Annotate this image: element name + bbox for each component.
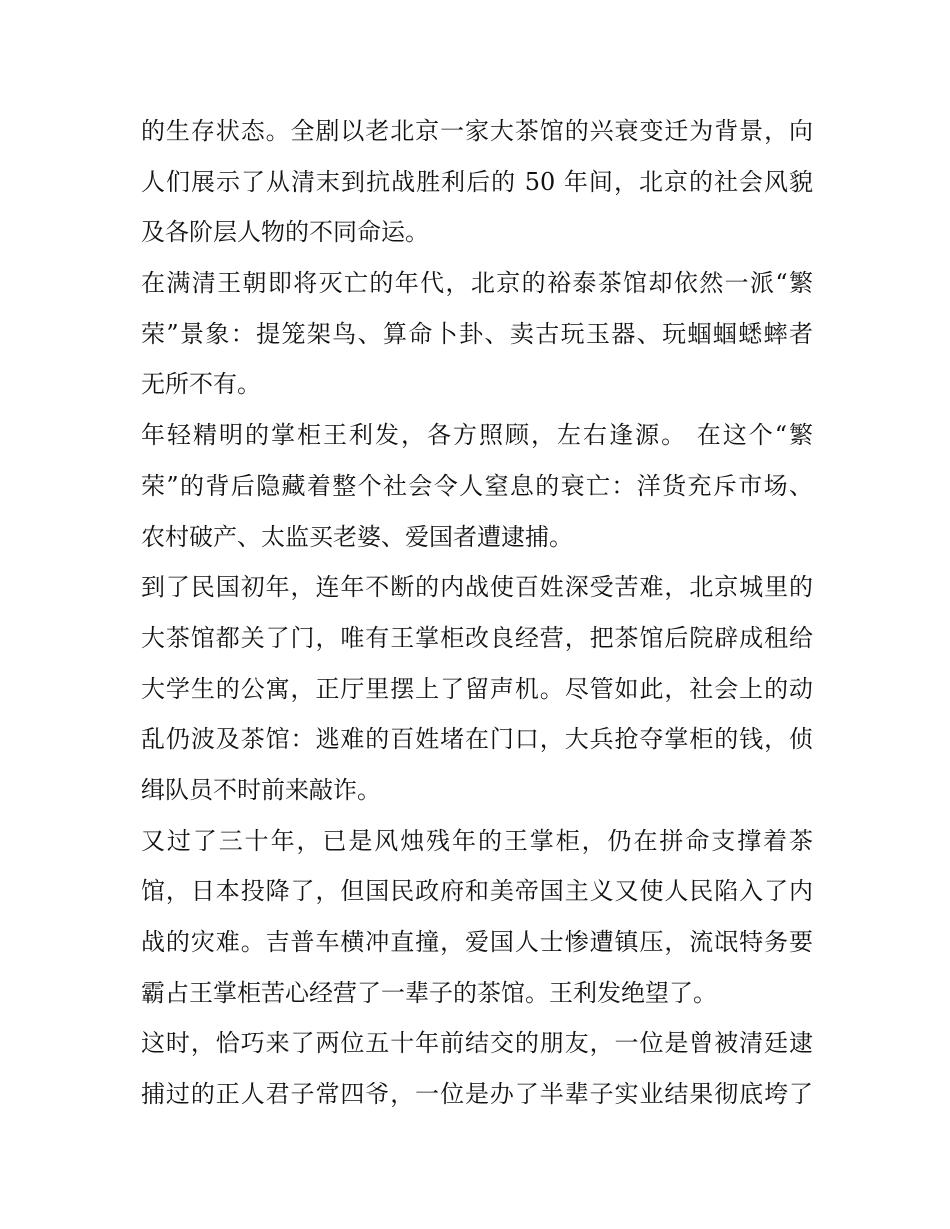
text-line: 无所不有。 [141,370,261,399]
text-line: 农村破产、太监买老婆、爱国者遭逮捕。 [141,522,573,551]
text-line: 大学生的公寓，正厅里摆上了留声机。尽管如此，社会上的动 [141,674,813,703]
text-line: 到了民国初年，连年不断的内战使百姓深受苦难，北京城里的 [141,573,813,602]
text-line: 荣”景象：提笼架鸟、算命卜卦、卖古玩玉器、玩蝈蝈蟋蟀者 [141,319,813,348]
text-line: 人们展示了从清末到抗战胜利后的 50 年间，北京的社会风貌 [141,167,813,196]
text-line: 乱仍波及茶馆：逃难的百姓堵在门口，大兵抢夺掌柜的钱，侦 [141,725,813,754]
text-line: 荣”的背后隐藏着整个社会令人窒息的衰亡：洋货充斥市场、 [141,471,813,500]
text-line: 这时，恰巧来了两位五十年前结交的朋友，一位是曾被清廷逮 [141,1029,813,1058]
text-line: 捕过的正人君子常四爷，一位是办了半辈子实业结果彻底垮了 [141,1080,813,1109]
text-line: 年轻精明的掌柜王利发，各方照顾，左右逢源。 在这个“繁 [141,421,813,450]
text-line: 大茶馆都关了门，唯有王掌柜改良经营，把茶馆后院辟成租给 [141,623,813,652]
text-line: 及各阶层人物的不同命运。 [141,218,429,247]
text-line: 馆，日本投降了，但国民政府和美帝国主义又使人民陷入了内 [141,877,813,906]
text-line: 又过了三十年，已是风烛残年的王掌柜，仍在拼命支撑着茶 [141,826,813,855]
document-body [141,106,813,1120]
text-line: 战的灾难。吉普车横冲直撞，爱国人士惨遭镇压，流氓特务要 [141,928,813,956]
text-line: 缉队员不时前来敲诈。 [141,775,381,804]
text-line: 霸占王掌柜苦心经营了一辈子的茶馆。王利发绝望了。 [141,978,717,1007]
text-line: 的生存状态。全剧以老北京一家大茶馆的兴衰变迁为背景，向 [141,117,813,145]
text-line: 在满清王朝即将灭亡的年代，北京的裕泰茶馆却依然一派“繁 [141,269,813,298]
